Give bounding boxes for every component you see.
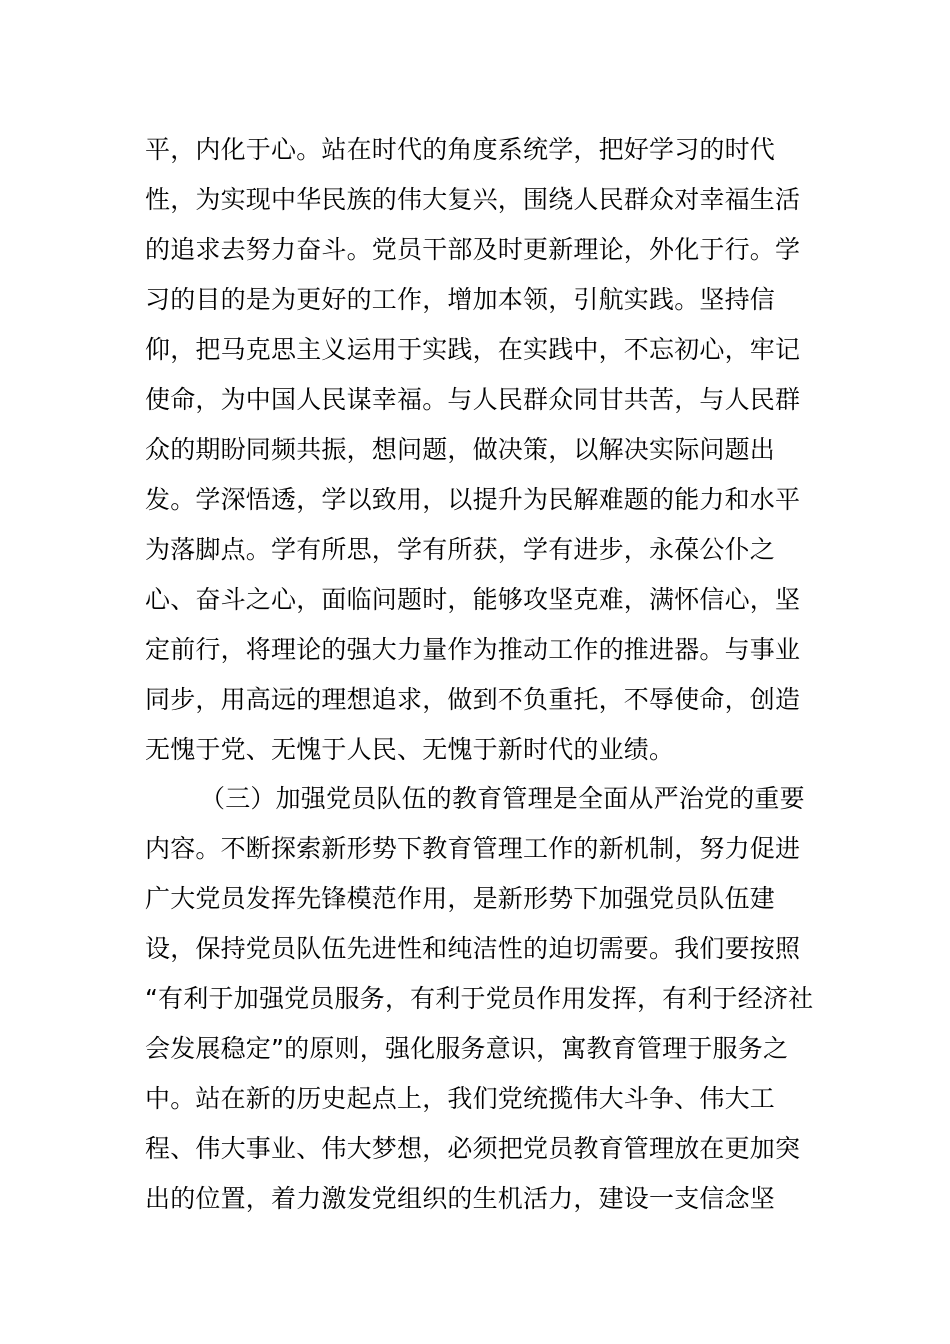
text-line: 性，为实现中华民族的伟大复兴，围绕人民群众对幸福生活 [145,185,801,214]
text-line: 发。学深悟透，学以致用，以提升为民解难题的能力和水平 [145,485,801,514]
section-heading-line: （三）加强党员队伍的教育管理是全面从严治党的重要 [200,784,805,813]
text-line: 无愧于党、无愧于人民、无愧于新时代的业绩。 [145,735,675,764]
text-line: 仰，把马克思主义运用于实践，在实践中，不忘初心，牢记 [145,335,801,364]
text-line: 会发展稳定”的原则，强化服务意识，寓教育管理于服务之 [145,1034,789,1063]
text-line: 习的目的是为更好的工作，增加本领，引航实践。坚持信 [145,285,776,314]
text-line: 程、伟大事业、伟大梦想，必须把党员教育管理放在更加突 [145,1134,801,1163]
text-line: 的追求去努力奋斗。党员干部及时更新理论，外化于行。学 [145,235,801,264]
text-line: 平，内化于心。站在时代的角度系统学，把好学习的时代 [145,135,776,164]
text-line: “有利于加强党员服务，有利于党员作用发挥，有利于经济社 [145,984,814,1013]
text-line: 心、奋斗之心，面临问题时，能够攻坚克难，满怀信心，坚 [145,585,801,614]
text-line: 使命，为中国人民谋幸福。与人民群众同甘共苦，与人民群 [145,385,801,414]
text-line: 为落脚点。学有所思，学有所获，学有进步，永葆公仆之 [145,535,776,564]
text-line: 内容。不断探索新形势下教育管理工作的新机制，努力促进 [145,834,801,863]
text-line: 定前行，将理论的强大力量作为推动工作的推进器。与事业 [145,635,801,664]
text-line: 众的期盼同频共振，想问题，做决策，以解决实际问题出 [145,435,776,464]
text-line: 中。站在新的历史起点上，我们党统揽伟大斗争、伟大工 [145,1084,776,1113]
text-line: 出的位置，着力激发党组织的生机活力，建设一支信念坚 [145,1184,776,1213]
text-line: 设，保持党员队伍先进性和纯洁性的迫切需要。我们要按照 [145,934,801,963]
text-line: 广大党员发挥先锋模范作用，是新形势下加强党员队伍建 [145,884,776,913]
text-line: 同步，用高远的理想追求，做到不负重托，不辱使命，创造 [145,685,801,714]
